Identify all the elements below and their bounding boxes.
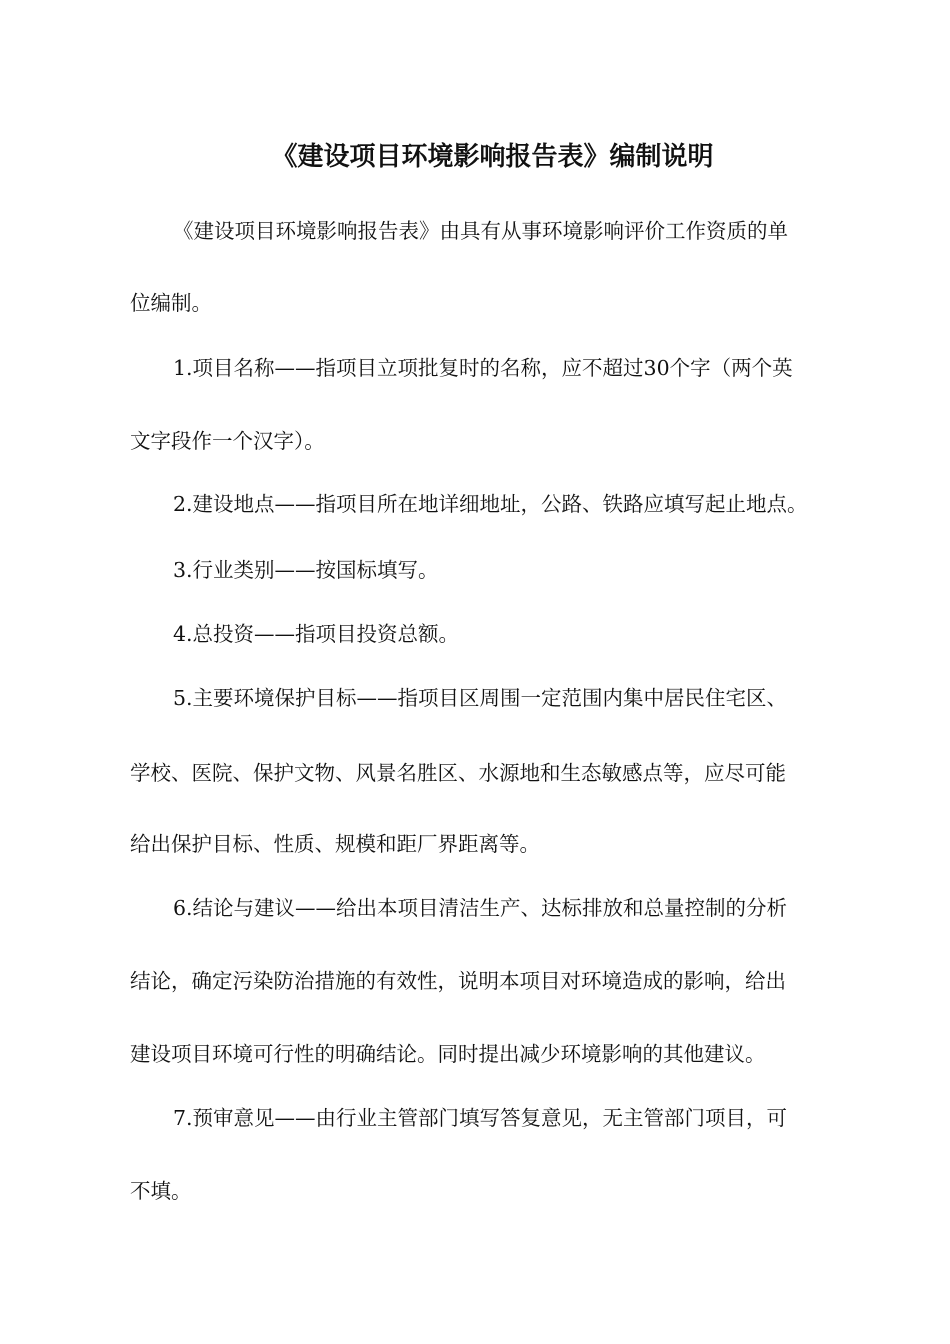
item-5-line-2: 学校、医院、保护文物、风景名胜区、水源地和生态敏感点等，应尽可能 — [130, 761, 786, 785]
item-2-line-1: 2.建设地点——指项目所在地详细地址，公路、铁路应填写起止地点。 — [173, 492, 808, 516]
item-5-line-3: 给出保护目标、性质、规模和距厂界距离等。 — [130, 832, 540, 856]
intro-line-2: 位编制。 — [130, 291, 212, 315]
item-6-line-2: 结论，确定污染防治措施的有效性，说明本项目对环境造成的影响，给出 — [130, 969, 786, 993]
item-6-line-1: 6.结论与建议——给出本项目清洁生产、达标排放和总量控制的分析 — [173, 896, 788, 920]
item-3-line-1: 3.行业类别——按国标填写。 — [173, 558, 439, 582]
item-5-line-1: 5.主要环境保护目标——指项目区周围一定范围内集中居民住宅区、 — [173, 686, 788, 710]
item-1-line-2: 文字段作一个汉字）。 — [130, 429, 325, 453]
item-4-line-1: 4.总投资——指项目投资总额。 — [173, 622, 460, 646]
item-7-line-2: 不填。 — [130, 1179, 192, 1203]
item-1-line-1: 1.项目名称——指项目立项批复时的名称，应不超过30个字（两个英 — [173, 356, 793, 380]
intro-line-1: 《建设项目环境影响报告表》由具有从事环境影响评价工作资质的单 — [173, 219, 788, 243]
document-title: 《建设项目环境影响报告表》编制说明 — [271, 142, 714, 172]
item-6-line-3: 建设项目环境可行性的明确结论。同时提出减少环境影响的其他建议。 — [130, 1042, 766, 1066]
item-7-line-1: 7.预审意见——由行业主管部门填写答复意见，无主管部门项目，可 — [173, 1106, 788, 1130]
